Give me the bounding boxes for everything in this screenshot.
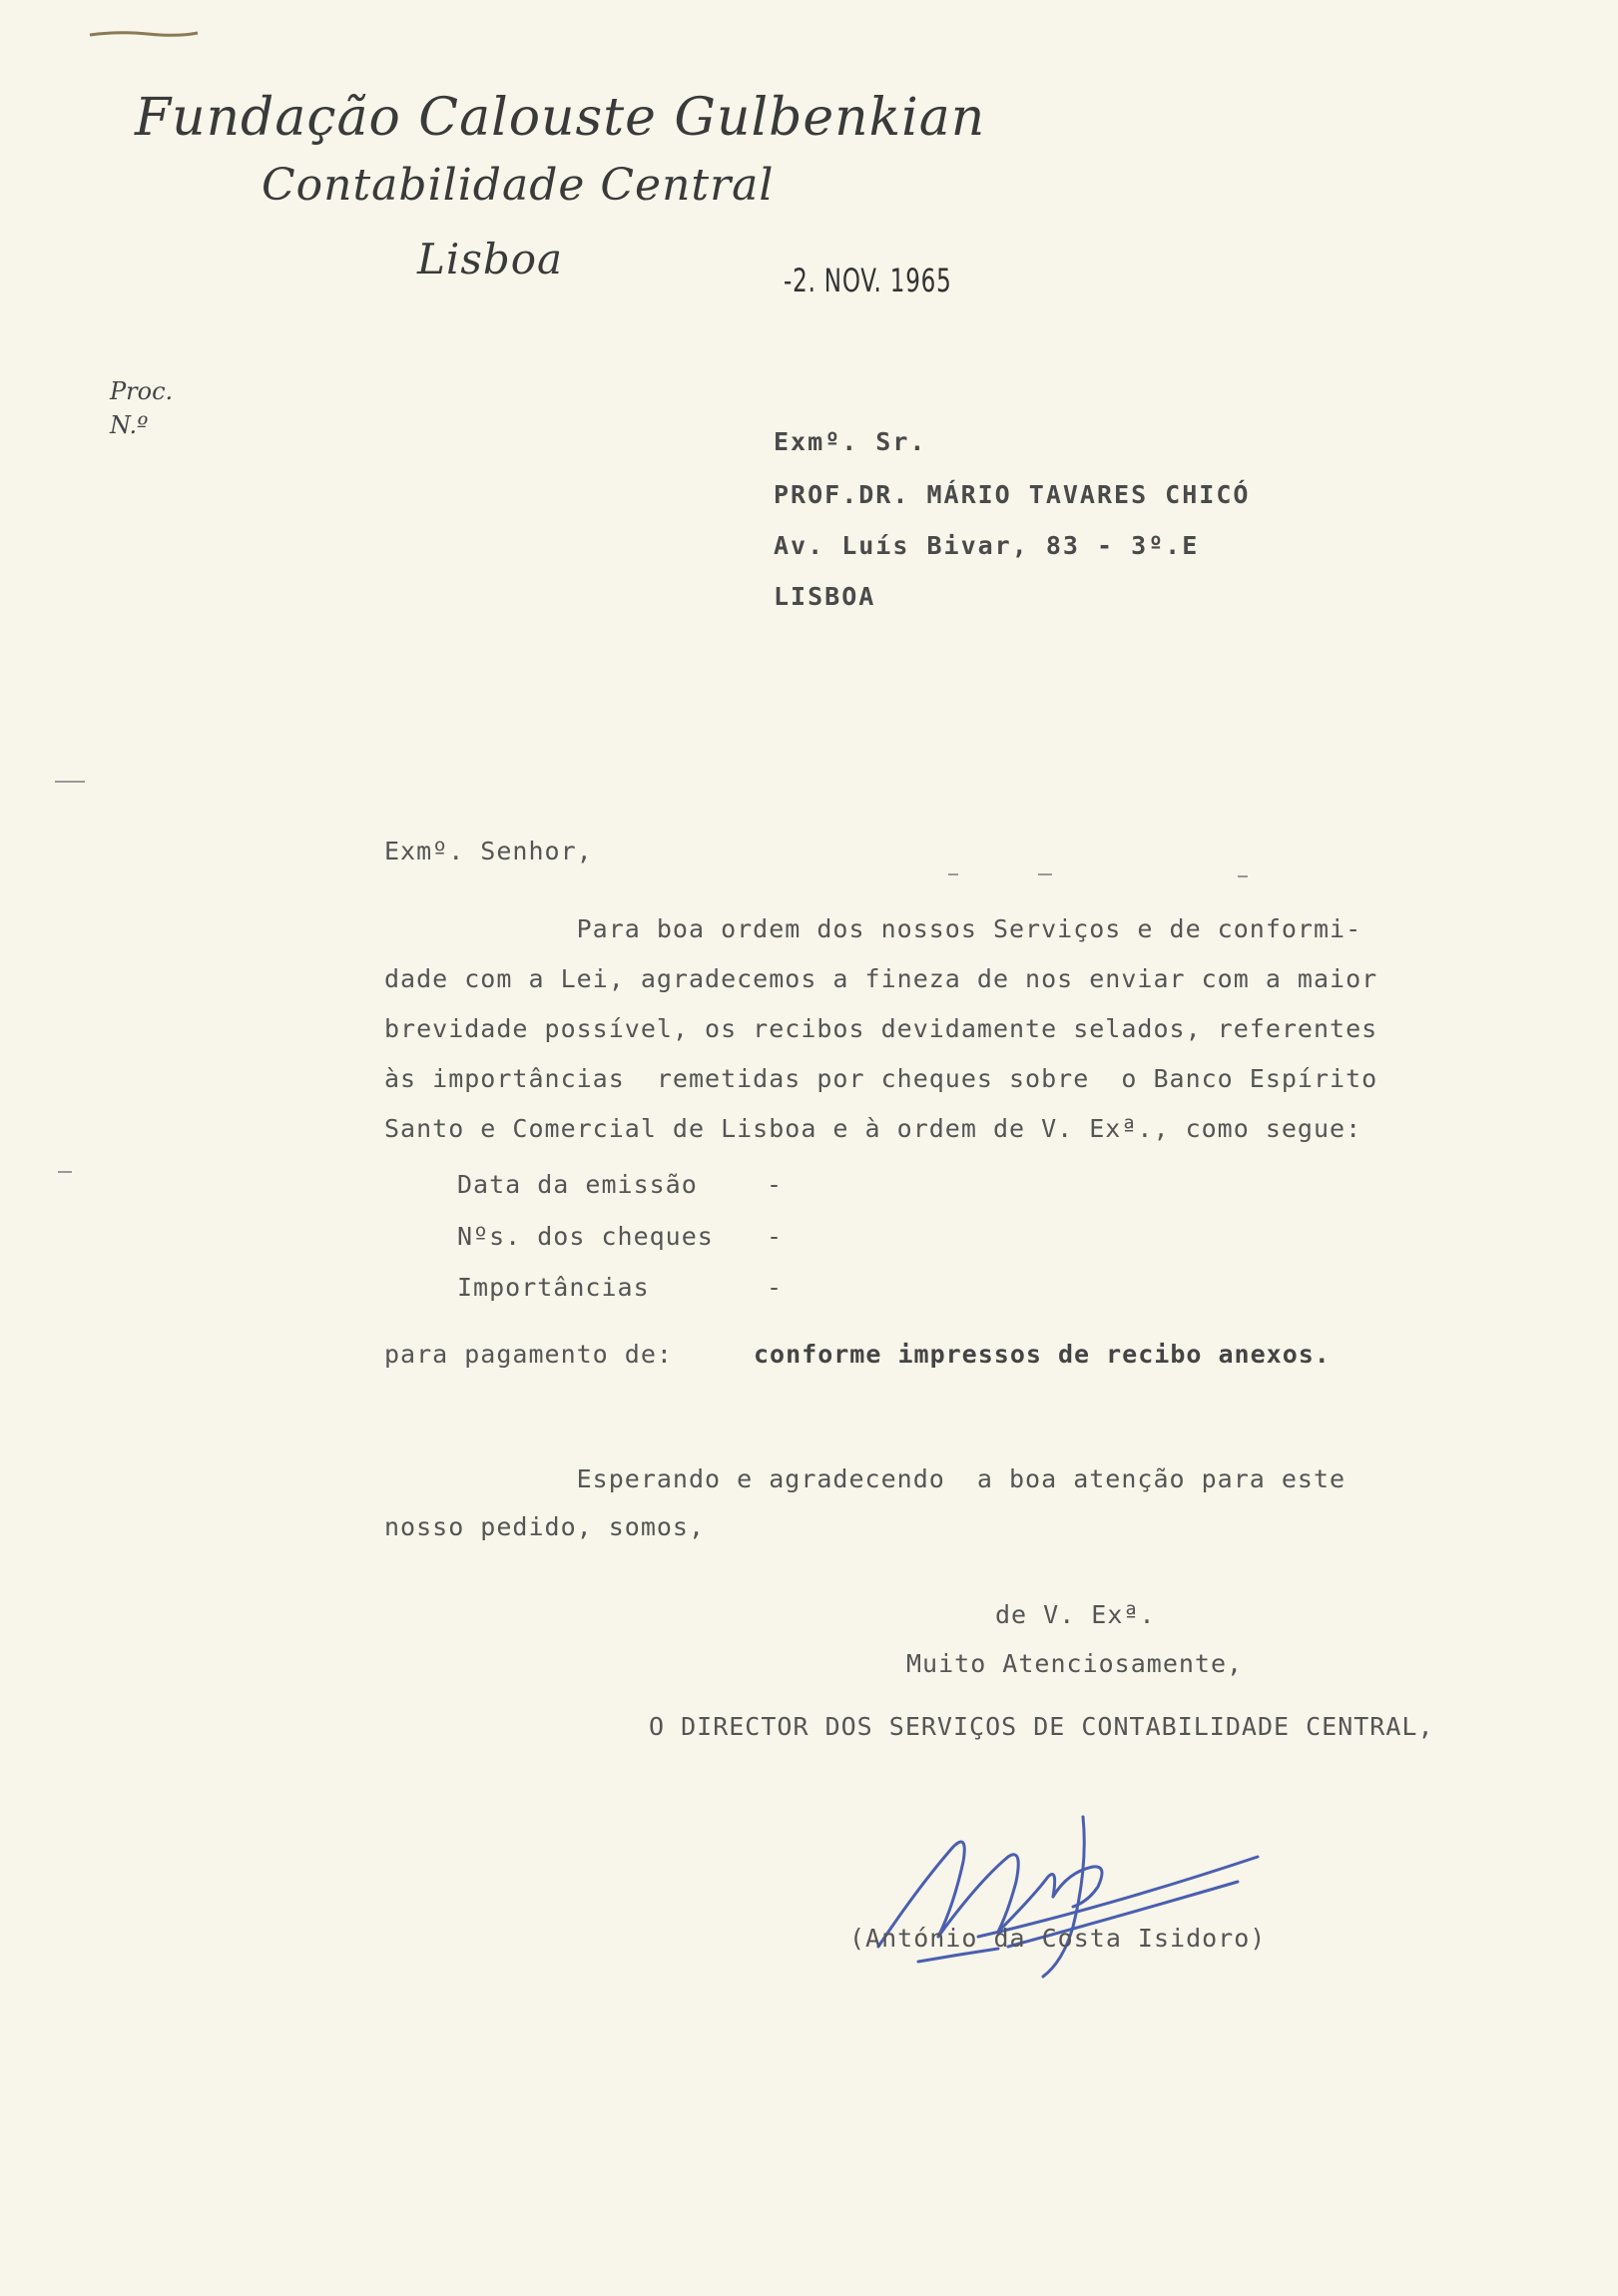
payment-label: para pagamento de:: [384, 1340, 673, 1369]
signer-title: O DIRECTOR DOS SERVIÇOS DE CONTABILIDADE CENTRAL,: [649, 1712, 1434, 1741]
list-item-amounts: Importâncias: [457, 1273, 650, 1302]
letterhead-department: Contabilidade Central: [262, 160, 775, 211]
process-number-label: N.º: [110, 411, 149, 439]
closing-line-2: Muito Atenciosamente,: [906, 1649, 1244, 1678]
list-dash: -: [767, 1273, 783, 1302]
recipient-city: LISBOA: [774, 582, 876, 611]
process-label: Proc.: [110, 377, 174, 405]
recipient-street: Av. Luís Bivar, 83 - 3º.E: [774, 531, 1200, 560]
list-dash: -: [767, 1222, 783, 1251]
paper-speck: [1038, 873, 1052, 875]
body-paragraph-2: Esperando e agradecendo a boa atenção para este nosso pedido, somos,: [384, 1464, 1347, 1541]
payment-value: conforme impressos de recibo anexos.: [754, 1340, 1331, 1369]
signer-name: (António da Costa Isidoro): [849, 1924, 1267, 1953]
recipient-name: PROF.DR. MÁRIO TAVARES CHICÓ: [774, 480, 1251, 509]
paper-speck: [58, 1171, 72, 1173]
handwritten-signature: [858, 1787, 1278, 1987]
paper-speck: [948, 873, 958, 875]
closing-line-1: de V. Exª.: [995, 1600, 1156, 1629]
letterhead-city: Lisboa: [417, 235, 564, 284]
paper-speck: [1238, 875, 1248, 877]
list-item-issue-date: Data da emissão: [457, 1170, 698, 1199]
paper-speck: [55, 781, 85, 783]
body-paragraph-1: Para boa ordem dos nossos Serviços e de conformi- dade com a Lei, agradecemos a fineza de nos enviar com a maior brevidade possível, os recibos devidamente selados, referentes às importâncias remetidas por cheques sobre o Banco Espírito Santo e Comercial de Lisboa e à ordem de V. Exª., como segue:: [384, 914, 1378, 1143]
list-dash: -: [767, 1170, 783, 1199]
recipient-title: Exmº. Sr.: [774, 427, 927, 456]
salutation: Exmº. Senhor,: [384, 837, 593, 865]
date-stamp: -2. NOV. 1965: [784, 262, 952, 299]
list-item-cheque-numbers: Nºs. dos cheques: [457, 1222, 714, 1251]
paper-clip-mark: [88, 30, 200, 38]
letterhead-organization: Fundação Calouste Gulbenkian: [135, 88, 986, 148]
